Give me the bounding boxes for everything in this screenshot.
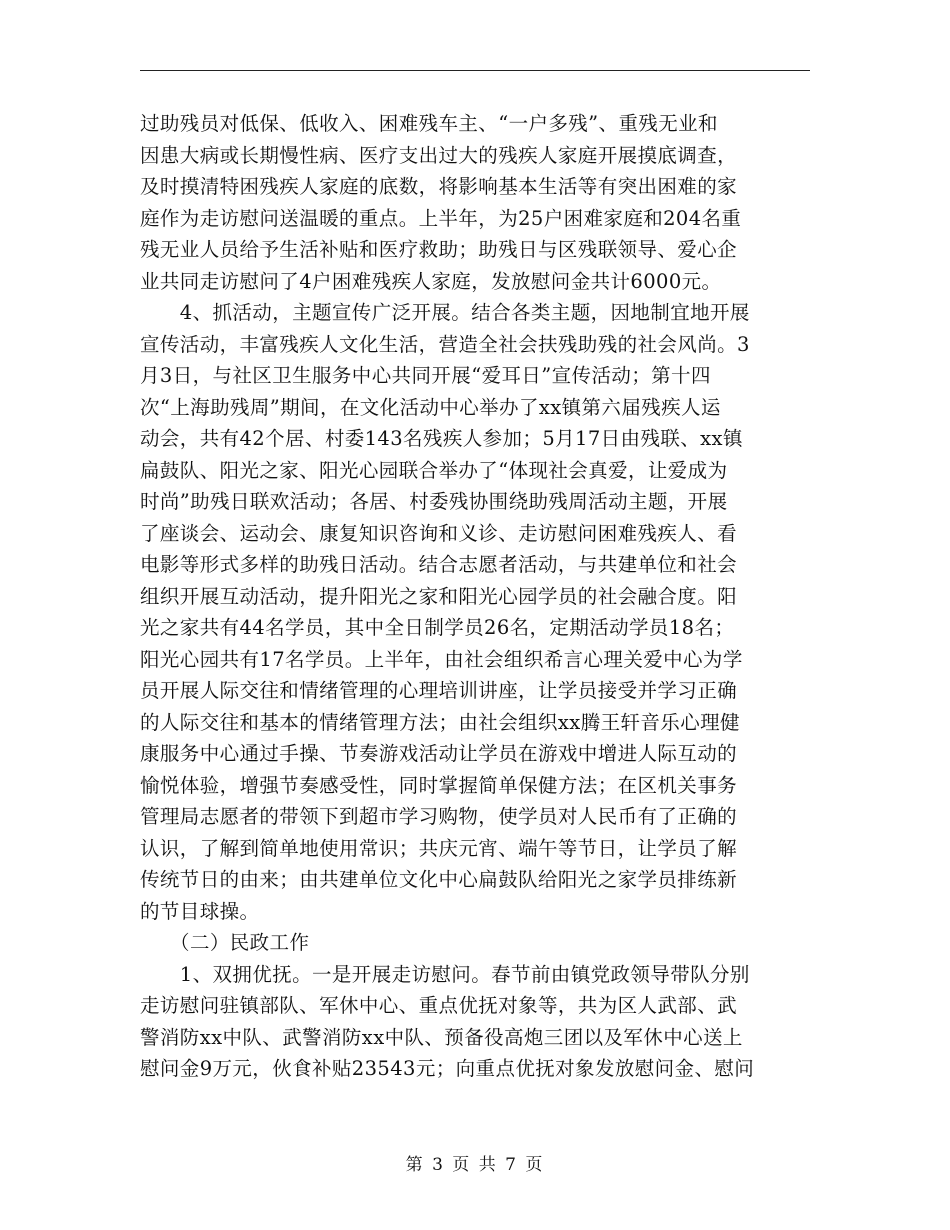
text-line: 动会，共有42个居、村委143名残疾人参加；5月17日由残联、xx镇 (140, 427, 743, 450)
page-number-footer: 第 3 页 共 7 页 (405, 1155, 545, 1175)
text-line: 业共同走访慰问了4户困难残疾人家庭，发放慰问金共计6000元。 (140, 269, 722, 293)
text-line: 愉悦体验，增强节奏感受性，同时掌握简单保健方法；在区机关事务 (140, 773, 738, 797)
text-line: 残无业人员给予生活补贴和医疗救助；助残日与区残联领导、爱心企 (140, 238, 738, 261)
text-line: 的人际交往和基本的情绪管理方法；由社会组织xx腾王轩音乐心理健 (140, 710, 740, 734)
text-line: 及时摸清特困残疾人家庭的底数，将影响基本生活等有突出困难的家 (140, 175, 738, 198)
text-line: 电影等形式多样的助残日活动。结合志愿者活动，与共建单位和社会 (140, 553, 738, 576)
text-line: 光之家共有44名学员，其中全日制学员26名，定期活动学员18名； (140, 616, 735, 639)
header-rule (140, 70, 810, 71)
text-line: 康服务中心通过手操、节奏游戏活动让学员在游戏中增进人际互动的 (140, 742, 738, 765)
text-line: 4、抓活动，主题宣传广泛开展。结合各类主题，因地制宜地开展 (140, 301, 750, 324)
text-line: 1、双拥优抚。一是开展走访慰问。春节前由镇党政领导带队分别 (140, 962, 750, 986)
text-line: 传统节日的由来；由共建单位文化中心扁鼓队给阳光之家学员排练新 (140, 868, 738, 891)
document-body (140, 108, 810, 1085)
text-line: 警消防xx中队、武警消防xx中队、预备役高炮三团以及军休中心送上 (140, 1025, 743, 1049)
text-line: 慰问金9万元，伙食补贴23543元；向重点优抚对象发放慰问金、慰问 (140, 1057, 755, 1080)
text-line: 员开展人际交往和情绪管理的心理培训讲座，让学员接受并学习正确 (140, 679, 738, 702)
text-line: 次“上海助残周”期间，在文化活动中心举办了xx镇第六届残疾人运 (140, 395, 721, 419)
text-line: 扁鼓队、阳光之家、阳光心园联合举办了“体现社会真爱，让爱成为 (140, 458, 728, 482)
text-line: 认识，了解到简单地使用常识；共庆元宵、端午等节日，让学员了解 (140, 836, 738, 860)
text-line: 的节目球操。 (140, 899, 260, 923)
section-heading: （二）民政工作 (140, 931, 310, 954)
text-line: 月3日，与社区卫生服务中心共同开展“爱耳日”宣传活动；第十四 (140, 364, 711, 387)
text-line: 了座谈会、运动会、康复知识咨询和义诊、走访慰问困难残疾人、看 (140, 521, 738, 545)
text-line: 因患大病或长期慢性病、医疗支出过大的残疾人家庭开展摸底调查， (140, 143, 738, 167)
text-line: 过助残员对低保、低收入、困难残车主、“一户多残”、重残无业和 (140, 112, 718, 135)
text-line: 时尚”助残日联欢活动；各居、村委残协围绕助残周活动主题，开展 (140, 490, 728, 513)
text-line: 庭作为走访慰问送温暖的重点。上半年，为25户困难家庭和204名重 (140, 206, 742, 230)
text-line: 组织开展互动活动，提升阳光之家和阳光心园学员的社会融合度。阳 (140, 584, 738, 608)
text-line: 阳光心园共有17名学员。上半年，由社会组织希言心理关爱中心为学 (140, 647, 743, 671)
text-line: 宣传活动，丰富残疾人文化生活，营造全社会扶残助残的社会风尚。3 (140, 332, 750, 356)
text-line: 走访慰问驻镇部队、军休中心、重点优抚对象等，共为区人武部、武 (140, 994, 738, 1017)
text-line: 管理局志愿者的带领下到超市学习购物，使学员对人民币有了正确的 (140, 805, 738, 828)
